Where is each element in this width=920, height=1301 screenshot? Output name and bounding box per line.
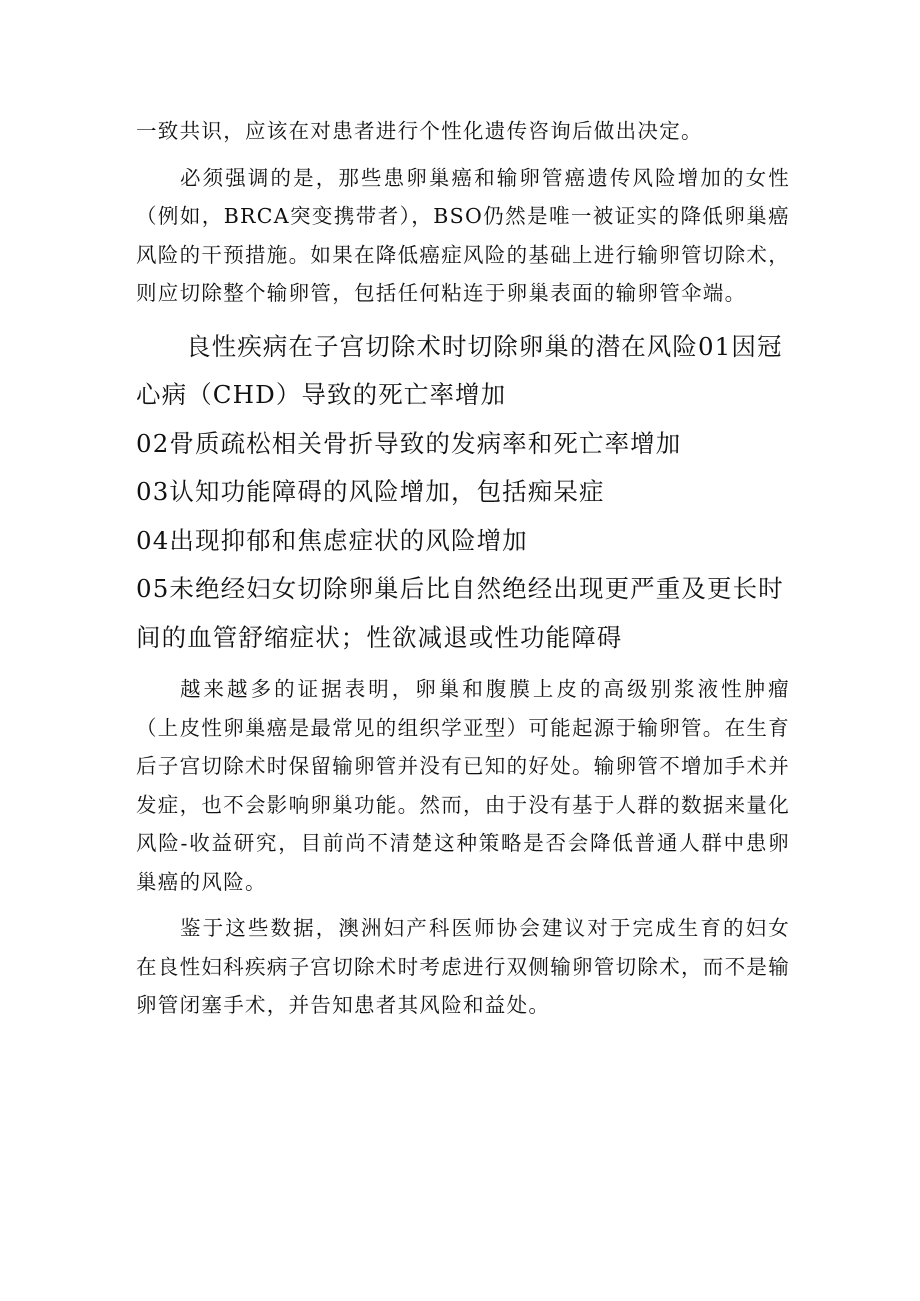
risk-item: 04出现抑郁和焦虑症状的风险增加 xyxy=(136,525,528,555)
risk-item: 05未绝经妇女切除卵巢后比自然绝经出现更严重及更长时间的血管舒缩症状；性欲减退或性功能障碍 xyxy=(136,574,784,652)
paragraph-recommendation: 鉴于这些数据，澳洲妇产科医师协会建议对于完成生育的妇女在良性妇科疾病子宫切除术时考虑进行双侧输卵管切除术，而不是输卵管闭塞手术，并告知患者其风险和益处。 xyxy=(136,916,790,1017)
risk-list xyxy=(136,323,790,663)
risk-item: 02骨质疏松相关骨折导致的发病率和死亡率增加 xyxy=(136,428,682,458)
paragraph-evidence: 越来越多的证据表明，卵巢和腹膜上皮的高级别浆液性肿瘤（上皮性卵巢癌是最常见的组织学亚型）可能起源于输卵管。在生育后子宫切除术时保留输卵管并没有已知的好处。输卵管不增加手术并发症，也不会影响卵巢功能。然而，由于没有基于人群的数据来量化风险-收益研究，目前尚不清楚这种策略是否会降低普通人群中患卵巢癌的风险。 xyxy=(136,677,790,894)
paragraph-bso: 必须强调的是，那些患卵巢癌和输卵管癌遗传风险增加的女性（例如，BRCA突变携带者），BSO仍然是唯一被证实的降低卵巢癌风险的干预措施。如果在降低癌症风险的基础上进行输卵管切除术，则应切除整个输卵管，包括任何粘连于卵巢表面的输卵管伞端。 xyxy=(136,165,790,305)
paragraph-intro-tail: 一致共识，应该在对患者进行个性化遗传咨询后做出决定。 xyxy=(136,119,703,143)
document-page xyxy=(136,112,790,1025)
risk-item: 03认知功能障碍的风险增加，包括痴呆症 xyxy=(136,477,605,506)
risk-heading: 良性疾病在子宫切除术时切除卵巢的潜在风险01因冠心病（CHD）导致的死亡率增加 xyxy=(136,331,783,409)
